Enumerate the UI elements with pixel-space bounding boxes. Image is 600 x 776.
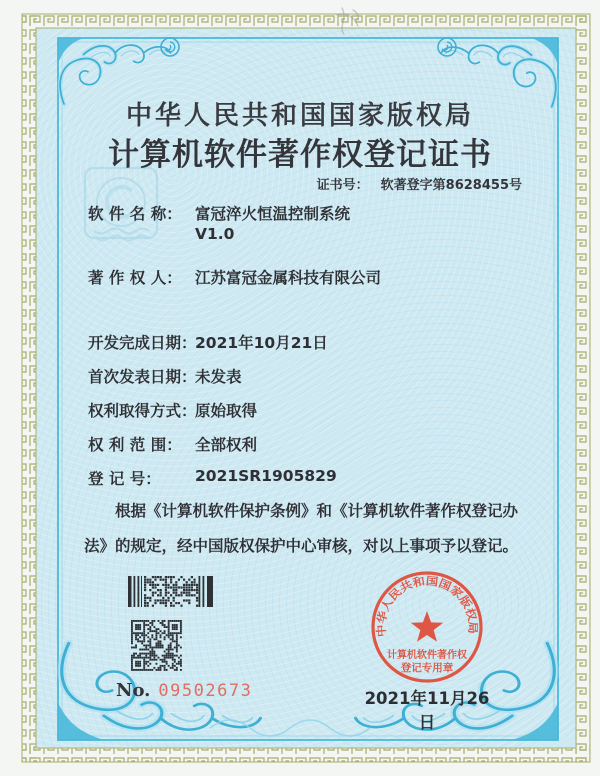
serial-number-line xyxy=(116,680,252,701)
field-label: 登 记 号： xyxy=(88,470,161,488)
seal-text-line2: 登记专用章 xyxy=(400,662,454,674)
certificate-number-line xyxy=(317,174,522,193)
seal-star-icon xyxy=(411,611,443,642)
registration-statement: 根据《计算机软件保护条例》和《计算机软件著作权登记办法》的规定，经中国版权保护中心审核，对以上事项予以登记。 xyxy=(84,502,519,555)
field-label: 权 利 范 围： xyxy=(88,436,182,454)
field-value: 江苏富冠金属科技有限公司 xyxy=(195,269,382,287)
certificate-number-value: 软著登字第8628455号 xyxy=(380,178,522,193)
field-value: 2021年10月21日 xyxy=(195,334,328,352)
field-label: 著 作 权 人： xyxy=(88,269,182,287)
field-value-version: V1.0 xyxy=(195,225,235,243)
barcode-icon xyxy=(128,576,214,607)
official-red-seal xyxy=(369,569,485,685)
field-value: 原始取得 xyxy=(195,402,258,420)
serial-number: 09502673 xyxy=(158,681,253,701)
seal-text-line1: 计算机软件著作权 xyxy=(387,650,467,661)
authority-title: 中华人民共和国国家版权局 xyxy=(125,101,474,131)
field-value: 全部权利 xyxy=(195,436,258,454)
issue-date: 2021年11月26日 xyxy=(364,689,490,732)
field-label: 首次发表日期： xyxy=(88,368,197,386)
certificate-number-label: 证书号： xyxy=(316,178,369,193)
field-value: 2021SR1905829 xyxy=(195,467,337,485)
field-label: 权利取得方式： xyxy=(88,402,197,420)
qr-code-icon xyxy=(131,620,182,671)
field-label: 软 件 名 称： xyxy=(88,205,182,223)
seal-ring-text: 中华人民共和国国家版权局 xyxy=(374,574,480,638)
field-value: 未发表 xyxy=(195,368,242,386)
certificate-title: 计算机软件著作权登记证书 xyxy=(108,137,492,173)
field-label: 开发完成日期： xyxy=(88,334,197,352)
serial-prefix: No. xyxy=(116,680,151,701)
field-value: 富冠淬火恒温控制系统 xyxy=(195,205,351,223)
